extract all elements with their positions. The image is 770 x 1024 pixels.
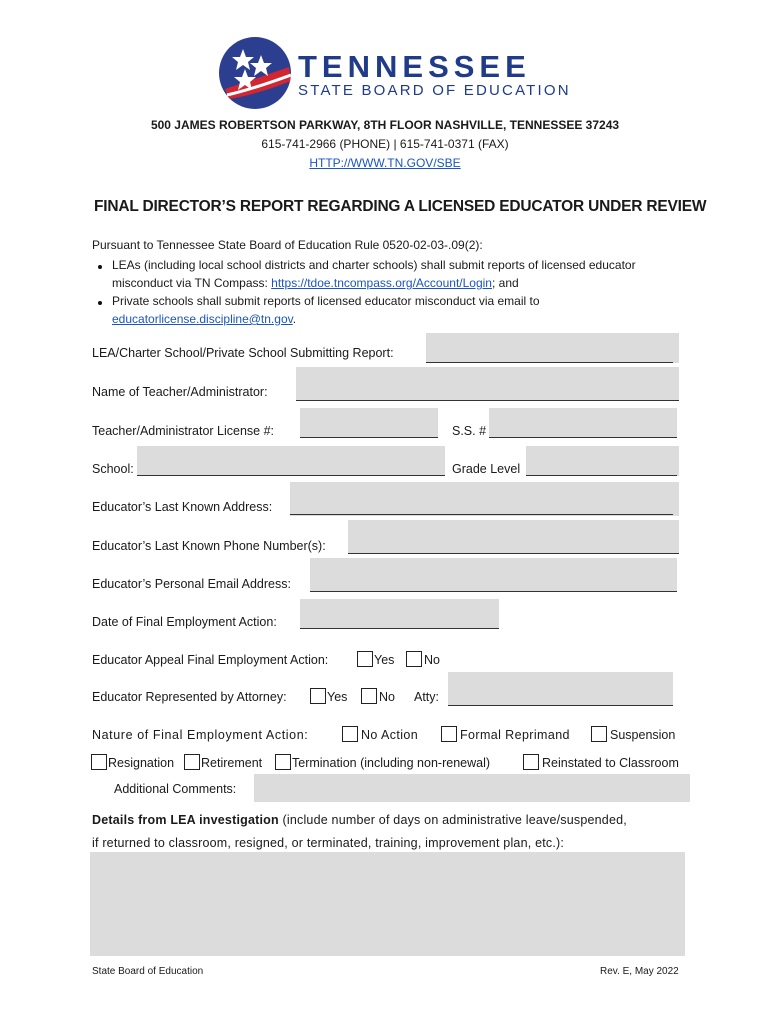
address-input[interactable] (290, 482, 679, 516)
retirement-checkbox[interactable] (184, 754, 200, 770)
school-label: School: (92, 462, 134, 476)
grade-input[interactable] (526, 446, 679, 476)
footer-right: Rev. E, May 2022 (600, 966, 679, 977)
underline (310, 591, 677, 592)
bullet-icon (98, 265, 102, 269)
appeal-yes-label: Yes (374, 653, 395, 667)
submitting-label: LEA/Charter School/Private School Submitting Report: (92, 346, 394, 360)
ss-label: S.S. # (452, 424, 487, 438)
no-action-checkbox[interactable] (342, 726, 358, 742)
reinstated-label: Reinstated to Classroom (542, 756, 679, 770)
formal-reprimand-label: Formal Reprimand (460, 728, 570, 742)
underline (448, 705, 673, 706)
underline (296, 400, 679, 401)
page-title: FINAL DIRECTOR’S REPORT REGARDING A LICENSED EDUCATOR UNDER REVIEW (94, 198, 707, 215)
intro-lead: Pursuant to Tennessee State Board of Education Rule 0520-02-03-.09(2): (92, 238, 483, 252)
termination-checkbox[interactable] (275, 754, 291, 770)
termination-label: Termination (including non-renewal) (292, 756, 491, 770)
underline (426, 362, 673, 363)
bullet1-prefix: misconduct via TN Compass: (112, 276, 272, 290)
tncompass-link[interactable]: https://tdoe.tncompass.org/Account/Login (271, 276, 492, 290)
grade-label: Grade Level (452, 462, 521, 476)
email-input[interactable] (310, 558, 677, 592)
email-link[interactable]: educatorlicense.discipline@tn.gov (112, 312, 293, 326)
date-label: Date of Final Employment Action: (92, 615, 277, 629)
details-textarea[interactable] (90, 852, 685, 956)
represented-label: Educator Represented by Attorney: (92, 690, 287, 704)
name-input[interactable] (296, 367, 679, 401)
address-label: Educator’s Last Known Address: (92, 500, 273, 514)
nature-label: Nature of Final Employment Action: (92, 728, 309, 742)
phone-label: Educator’s Last Known Phone Number(s): (92, 539, 326, 553)
details-bold: Details from LEA investigation (92, 813, 279, 827)
attorney-yes-label: Yes (327, 690, 348, 704)
suspension-label: Suspension (610, 728, 676, 742)
underline (300, 437, 438, 438)
ss-input[interactable] (489, 408, 677, 438)
atty-input[interactable] (448, 672, 673, 706)
phone-input[interactable] (348, 520, 679, 554)
bullet1-line1: LEAs (including local school districts and charter schools) shall submit reports of licensed educator (112, 258, 636, 272)
attorney-yes-checkbox[interactable] (310, 688, 326, 704)
bullet2-end: . (292, 312, 297, 326)
bullet-icon (98, 301, 102, 305)
address-line: 500 JAMES ROBERTSON PARKWAY, 8TH FLOOR NASHVILLE, TENNESSEE 37243 (150, 118, 620, 132)
retirement-label: Retirement (201, 756, 263, 770)
underline (526, 475, 677, 476)
brand-subtitle: STATE BOARD OF EDUCATION (298, 82, 571, 99)
bullet1-suffix: ; and (491, 276, 519, 290)
appeal-label: Educator Appeal Final Employment Action: (92, 653, 329, 667)
name-label: Name of Teacher/Administrator: (92, 385, 268, 399)
underline (489, 437, 677, 438)
brand-name: TENNESSEE (298, 49, 531, 84)
reinstated-checkbox[interactable] (523, 754, 539, 770)
website-link[interactable]: HTTP://WWW.TN.GOV/SBE (309, 156, 461, 170)
additional-label: Additional Comments: (114, 782, 237, 796)
appeal-no-label: No (424, 653, 440, 667)
details-line2: if returned to classroom, resigned, or terminated, training, improvement plan, etc.): (92, 836, 565, 850)
attorney-no-label: No (379, 690, 395, 704)
resignation-label: Resignation (108, 756, 175, 770)
underline (300, 628, 499, 629)
suspension-checkbox[interactable] (591, 726, 607, 742)
phone-line: 615-741-2966 (PHONE) | 615-741-0371 (FAX) (261, 137, 509, 151)
no-action-label: No Action (361, 728, 419, 742)
submitting-input[interactable] (426, 333, 679, 363)
tennessee-logo-icon (219, 37, 291, 109)
appeal-yes-checkbox[interactable] (357, 651, 373, 667)
underline (348, 553, 679, 554)
resignation-checkbox[interactable] (91, 754, 107, 770)
formal-reprimand-checkbox[interactable] (441, 726, 457, 742)
details-rest: (include number of days on administrative leave/suspended, (278, 813, 627, 827)
atty-label: Atty: (414, 690, 440, 704)
school-input[interactable] (137, 446, 445, 476)
additional-input[interactable] (254, 774, 690, 802)
underline (290, 514, 673, 515)
underline (137, 475, 445, 476)
appeal-no-checkbox[interactable] (406, 651, 422, 667)
attorney-no-checkbox[interactable] (361, 688, 377, 704)
license-label: Teacher/Administrator License #: (92, 424, 275, 438)
footer-left: State Board of Education (92, 966, 204, 977)
email-label: Educator’s Personal Email Address: (92, 577, 291, 591)
bullet2-line1: Private schools shall submit reports of licensed educator misconduct via email to (112, 294, 540, 308)
date-input[interactable] (300, 599, 499, 629)
license-input[interactable] (300, 408, 438, 438)
